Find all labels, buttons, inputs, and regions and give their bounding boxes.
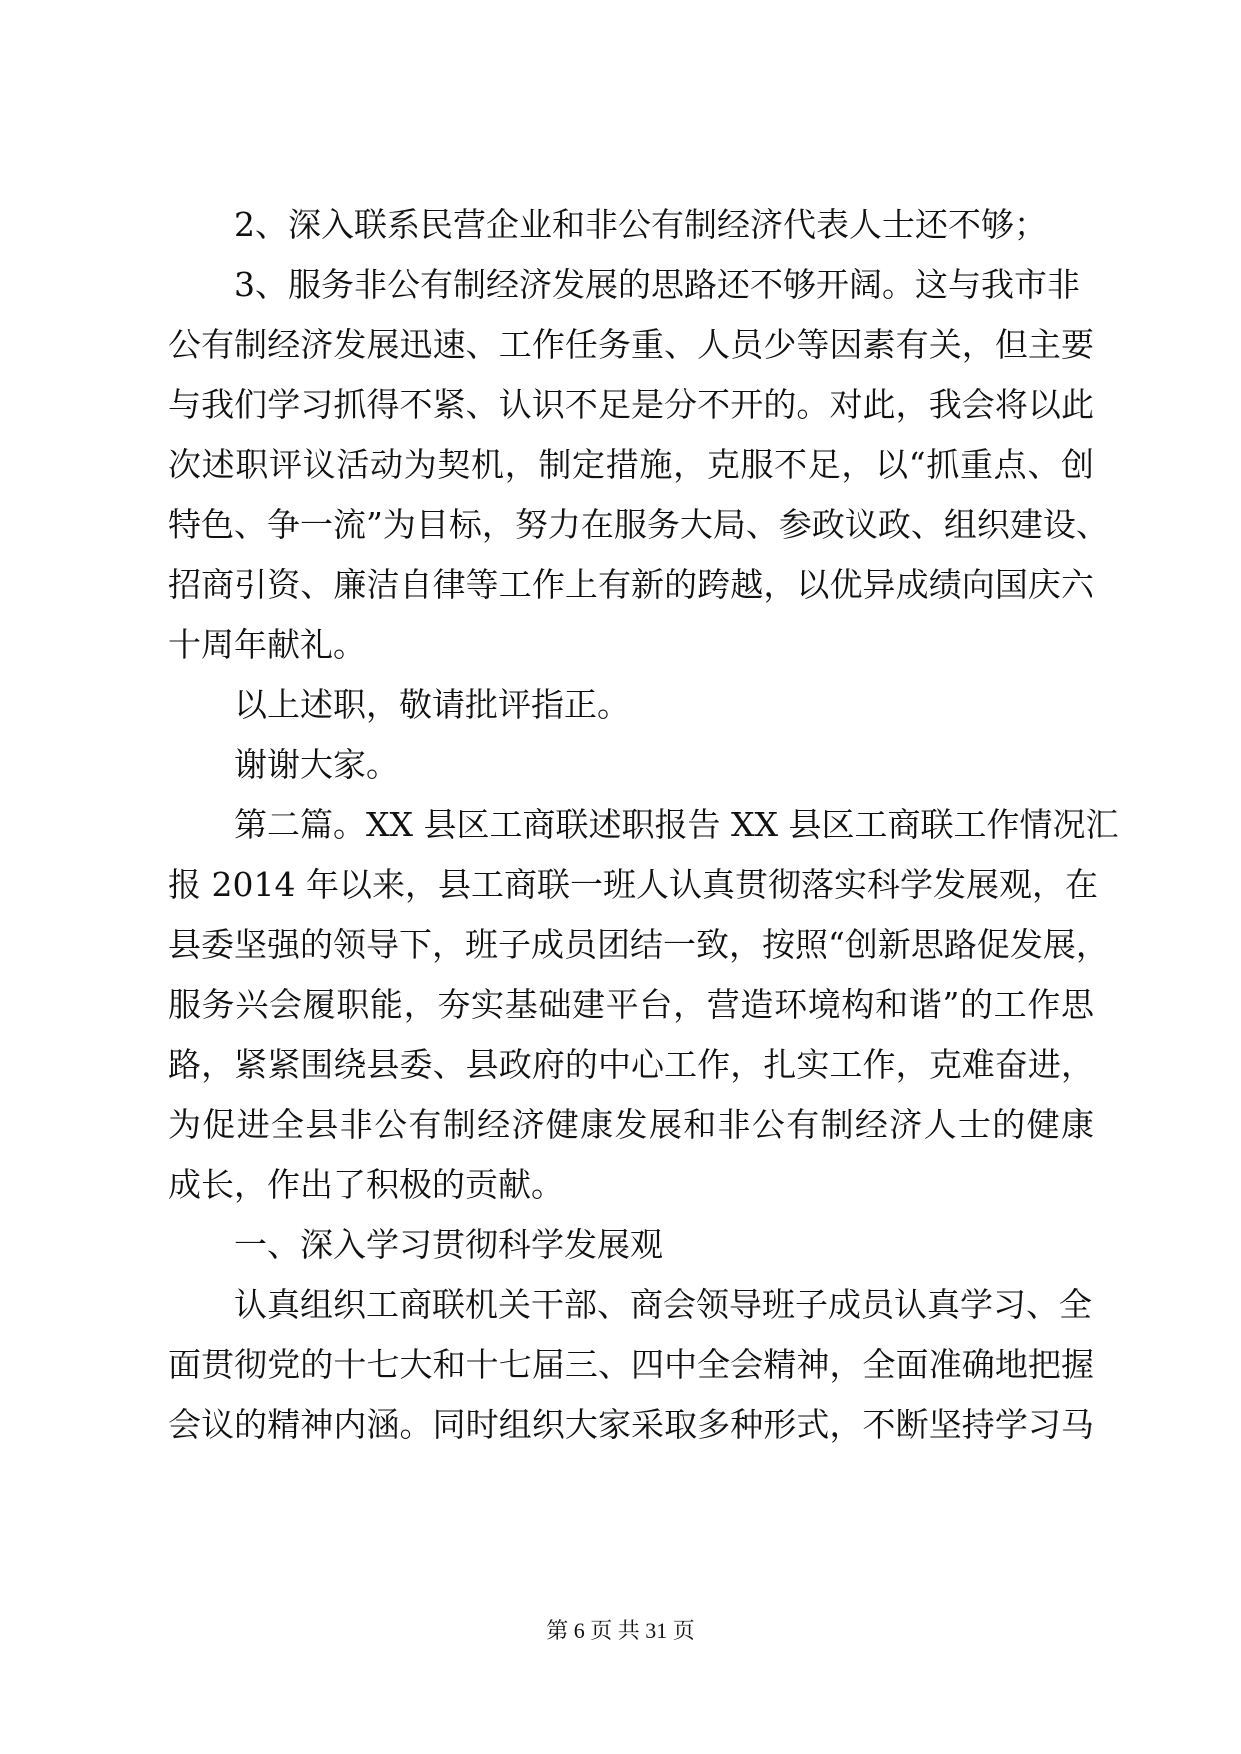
- paragraph-line: 特色、争一流”为目标，努力在服务大局、参政议政、组织建设、: [168, 505, 1109, 544]
- paragraph-line: 十周年献礼。: [168, 625, 366, 664]
- paragraph-line: 以上述职，敬请批评指正。: [234, 685, 630, 724]
- paragraph-line: 服务兴会履职能，夯实基础建平台，营造环境构和谐”的工作思: [168, 985, 1094, 1024]
- paragraph-line: 会议的精神内涵。同时组织大家采取多种形式，不断坚持学习马: [168, 1405, 1094, 1444]
- paragraph-line: 为促进全县非公有制经济健康发展和非公有制经济人士的健康: [168, 1105, 1094, 1144]
- paragraph-line: 县委坚强的领导下，班子成员团结一致，按照“创新思路促发展，: [168, 925, 1109, 964]
- paragraph-line: 报 2014 年以来，县工商联一班人认真贯彻落实科学发展观，在: [168, 865, 1098, 904]
- paragraph-line: 次述职评议活动为契机，制定措施，克服不足，以“抓重点、创: [168, 445, 1094, 484]
- paragraph-line: 与我们学习抓得不紧、认识不足是分不开的。对此，我会将以此: [168, 385, 1094, 424]
- paragraph-line: 公有制经济发展迅速、工作任务重、人员少等因素有关，但主要: [168, 325, 1094, 364]
- paragraph-line: 2、深入联系民营企业和非公有制经济代表人士还不够；: [234, 205, 1047, 244]
- paragraph-line: 成长，作出了积极的贡献。: [168, 1165, 564, 1204]
- paragraph-line: 谢谢大家。: [234, 745, 399, 784]
- paragraph-line: 招商引资、廉洁自律等工作上有新的跨越，以优异成绩向国庆六: [168, 565, 1094, 604]
- paragraph-line: 3、服务非公有制经济发展的思路还不够开阔。这与我市非: [234, 265, 1080, 304]
- paragraph-line: 认真组织工商联机关干部、商会领导班子成员认真学习、全: [234, 1285, 1092, 1324]
- paragraph-line: 面贯彻党的十七大和十七届三、四中全会精神，全面准确地把握: [168, 1345, 1094, 1384]
- page-number-footer: 第 6 页 共 31 页: [546, 1618, 695, 1643]
- section-heading: 一、深入学习贯彻科学发展观: [234, 1225, 663, 1264]
- paragraph-line: 路，紧紧围绕县委、县政府的中心工作，扎实工作，克难奋进，: [168, 1045, 1094, 1084]
- paragraph-line: 第二篇。XX 县区工商联述职报告 XX 县区工商联工作情况汇: [234, 805, 1119, 844]
